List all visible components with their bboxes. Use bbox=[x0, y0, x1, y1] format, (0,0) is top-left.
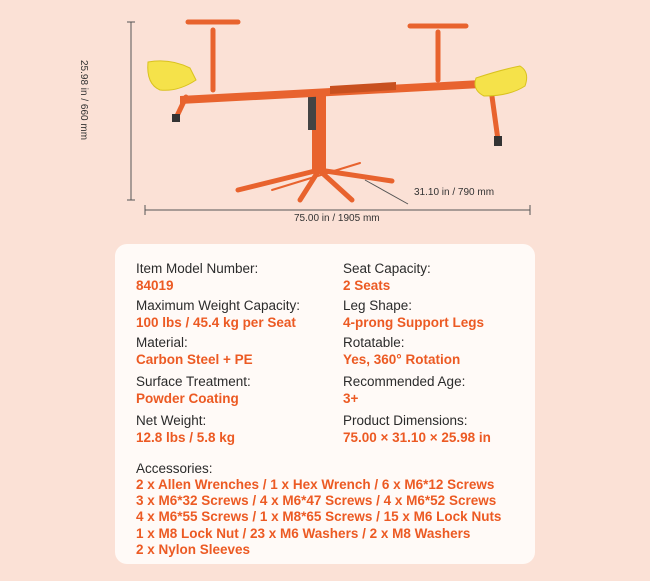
spec-label: Surface Treatment: bbox=[136, 374, 251, 389]
height-dimension-label: 25.98 in / 660 mm bbox=[78, 60, 89, 141]
spec-leg-shape bbox=[343, 297, 484, 331]
spec-max-weight bbox=[136, 297, 300, 331]
accessories-line: 1 x M8 Lock Nut / 23 x M6 Washers / 2 x M8 Washers bbox=[136, 525, 471, 541]
spec-card bbox=[115, 244, 535, 564]
spec-net-weight bbox=[136, 412, 235, 446]
spec-seat-capacity bbox=[343, 260, 431, 294]
accessories-line: 3 x M6*32 Screws / 4 x M6*47 Screws / 4 x M6*52 Screws bbox=[136, 493, 497, 509]
spec-value: 75.00 × 31.10 × 25.98 in bbox=[343, 430, 491, 445]
spec-label: Recommended Age: bbox=[343, 374, 466, 389]
spec-value: 3+ bbox=[343, 391, 359, 406]
spec-material bbox=[136, 334, 253, 368]
spec-label: Product Dimensions: bbox=[343, 413, 468, 428]
spec-value: 100 lbs / 45.4 kg per Seat bbox=[136, 315, 296, 330]
accessories-line: 2 x Allen Wrenches / 1 x Hex Wrench / 6 x M6*12 Screws bbox=[136, 477, 495, 492]
spec-value: 12.8 lbs / 5.8 kg bbox=[136, 430, 236, 445]
spec-value: 2 Seats bbox=[343, 278, 391, 293]
spec-model-number bbox=[136, 260, 258, 294]
seat-right bbox=[475, 66, 527, 96]
spec-value: Powder Coating bbox=[136, 391, 239, 406]
spec-product-dimensions bbox=[343, 412, 491, 446]
spec-label: Material: bbox=[136, 335, 188, 350]
spec-value: 4-prong Support Legs bbox=[343, 315, 484, 330]
accessories-line: 2 x Nylon Sleeves bbox=[136, 541, 251, 557]
accessories-label: Accessories: bbox=[136, 461, 213, 476]
spec-rotatable bbox=[343, 334, 460, 368]
spec-value: Carbon Steel + PE bbox=[136, 352, 253, 367]
accessories-line: 4 x M6*55 Screws / 1 x M8*65 Screws / 15 x M6 Lock Nuts bbox=[136, 509, 502, 525]
spec-label: Seat Capacity: bbox=[343, 261, 431, 276]
spec-label: Maximum Weight Capacity: bbox=[136, 298, 301, 313]
accessories-section bbox=[136, 460, 501, 558]
spec-label: Item Model Number: bbox=[136, 261, 259, 276]
spec-label: Net Weight: bbox=[136, 413, 207, 428]
depth-dimension-label: 31.10 in / 790 mm bbox=[414, 187, 495, 198]
spec-surface-treatment bbox=[136, 373, 251, 407]
spec-label: Leg Shape: bbox=[343, 298, 413, 313]
seat-left bbox=[148, 61, 196, 90]
length-dimension-label: 75.00 in / 1905 mm bbox=[294, 213, 380, 224]
seesaw-beam bbox=[180, 79, 500, 104]
spec-recommended-age bbox=[343, 373, 465, 407]
spec-value: 84019 bbox=[136, 278, 174, 293]
spec-value: Yes, 360° Rotation bbox=[343, 352, 461, 367]
seesaw-product-image bbox=[0, 0, 650, 240]
seesaw-handles bbox=[176, 22, 498, 140]
spec-label: Rotatable: bbox=[343, 335, 405, 350]
